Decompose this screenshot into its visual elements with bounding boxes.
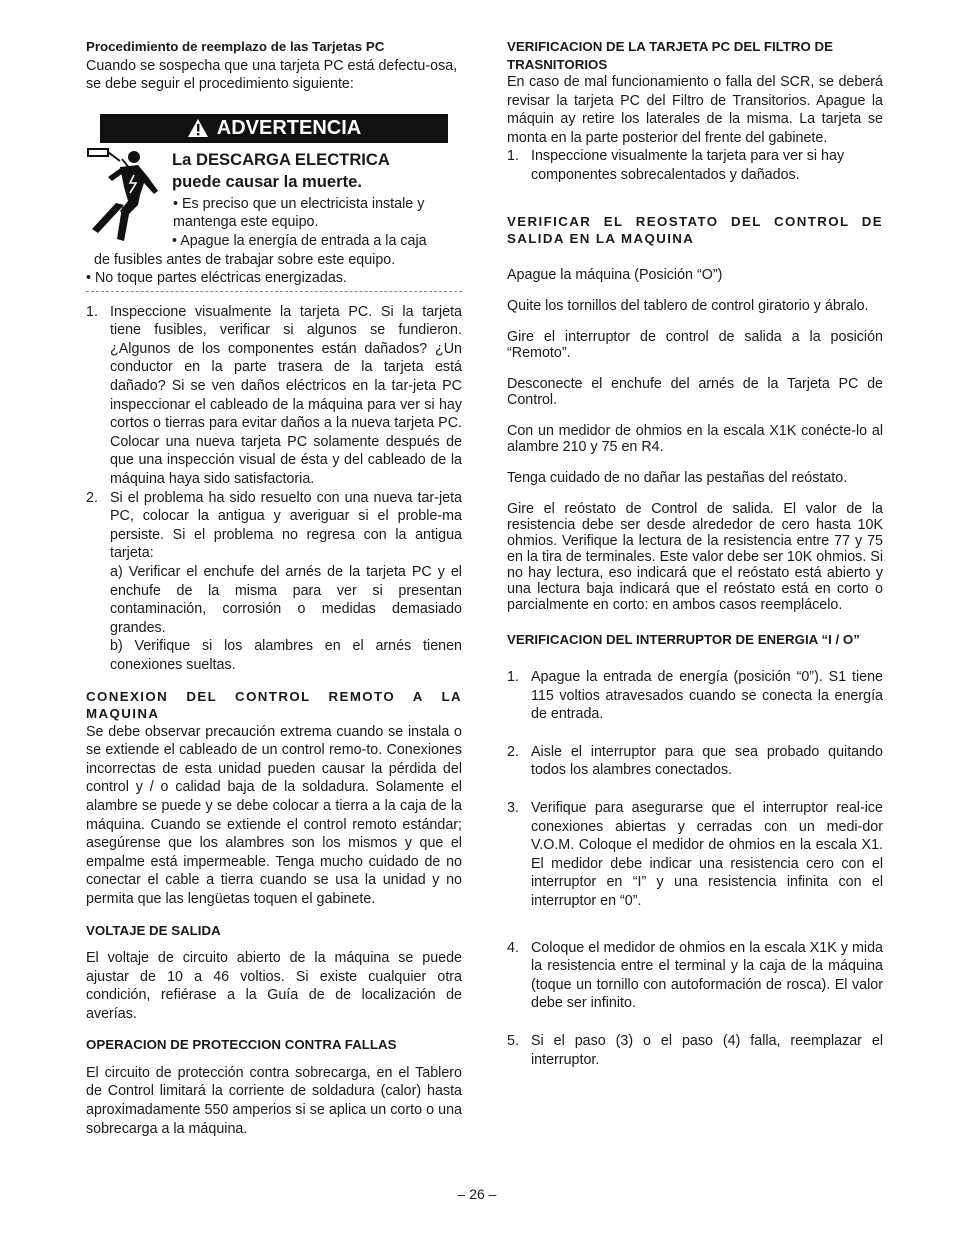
list-item: 1. Apague la entrada de energía (posición “0”). S1 tiene 115 voltios atravesados cuando se conecta la energía de entrada.: [507, 669, 883, 723]
rheostat-step: Gire el interruptor de control de salida a la posición “Remoto”.: [507, 328, 883, 361]
warning-bullet: • No toque partes eléctricas energizadas.: [86, 269, 347, 286]
filter-board-text: En caso de mal funcionamiento o falla del SCR, se deberá revisar la tarjeta PC del Filtro de Transitorios. Apague la máquin ay retire los laterales de la misma. La tarjeta se monta en la parte posterior del frente del gabinete.: [507, 74, 883, 146]
filter-board-heading: VERIFICACION DE LA TARJETA PC DEL FILTRO DE TRASNITORIOS: [507, 39, 834, 72]
rheostat-heading: VERIFICAR EL REOSTATO DEL CONTROL DE SALIDA EN LA MAQUINA: [507, 213, 883, 247]
rheostat-step: Apague la máquina (Posición “O”): [507, 266, 723, 283]
left-column: [86, 38, 462, 1138]
list-item: 2. Aisle el interruptor para que sea probado quitando todos los alambres conectados.: [507, 743, 883, 779]
warning-banner: [100, 114, 448, 143]
sub-item-a: a) Verificar el enchufe del arnés de la tarjeta PC y el enchufe de la misma para ver si presentan contaminación, corrosión o medidas demasiado grandes.: [110, 564, 462, 636]
pc-replacement-intro: Cuando se sospecha que una tarjeta PC está defectu-osa, se debe seguir el procedimiento siguiente:: [86, 57, 458, 93]
list-item: 1. Inspeccione visualmente la tarjeta para ver si hay componentes sobrecalentados y dañados.: [507, 148, 845, 183]
rheostat-step: Gire el reóstato de Control de salida. El valor de la resistencia debe ser desde alrededor de cero hasta 10K ohmios. Verifique la lectura de la resistencia entre 77 y 75 en la tira de terminales. Este valor debe ser 10K ohmios. Si no hay lectura, eso indicará que el reóstato está abierto y una lectura baja indicará que el reóstato está en corto o parcialmente en corto: en ambos casos reemplácelo.: [507, 500, 883, 613]
warning-bullet-continuation: de fusibles antes de trabajar sobre este equipo.: [94, 251, 396, 268]
list-item: 2. Si el problema ha sido resuelto con una nueva tar-jeta PC, colocar la antigua y averiguar si el proble-ma persiste. Si el problema no regresa con la antigua tarjeta: a) Verificar el enchufe del arnés de la tarjeta PC y el enchufe de la misma para ver si presentan contaminación, corrosión o medidas demasiado grandes. b) Verifique si los alambres en el arnés tienen conexiones sueltas.: [86, 489, 462, 673]
output-voltage-heading: VOLTAJE DE SALIDA: [86, 922, 221, 938]
rheostat-step: Desconecte el enchufe del arnés de la Tarjeta PC de Control.: [507, 375, 883, 408]
warning-body: [86, 143, 462, 285]
page-number: – 26 –: [457, 1186, 497, 1202]
right-column: [507, 38, 883, 1069]
pc-replacement-heading: Procedimiento de reemplazo de las Tarjetas PC: [86, 39, 385, 54]
warning-triangle-icon: [187, 118, 209, 138]
output-voltage-text: El voltaje de circuito abierto de la máquina se puede ajustar de 10 a 46 voltios. Si existe cualquier otra condición, refiérase a la Guía de de localización de averías.: [86, 950, 462, 1022]
electric-shock-icon: [86, 147, 168, 243]
list-item: 5. Si el paso (3) o el paso (4) falla, reemplazar el interruptor.: [507, 1032, 883, 1068]
fault-protection-heading: OPERACION DE PROTECCION CONTRA FALLAS: [86, 1037, 397, 1053]
fault-protection-text: El circuito de protección contra sobrecarga, en el Tablero de Control limitará la corriente de soldadura (calor) hasta aproximadamente 550 amperios si se aplica un corto o una sobrecarga a la máquina.: [86, 1064, 462, 1137]
warning-bullet: • Es preciso que un electricista instale y mantenga este equipo.: [173, 195, 425, 231]
sub-item-b: b) Verifique si los alambres en el arnés tienen conexiones sueltas.: [110, 638, 462, 673]
rheostat-step: Quite los tornillos del tablero de control giratorio y ábralo.: [507, 297, 869, 314]
warning-heading: La DESCARGA ELECTRICA puede causar la muerte.: [172, 149, 390, 191]
rheostat-step: Con un medidor de ohmios en la escala X1K conécte-lo al alambre 210 y 75 en R4.: [507, 422, 883, 455]
warning-bullet: • Apague la energía de entrada a la caja: [172, 232, 427, 249]
rheostat-step: Tenga cuidado de no dañar las pestañas del reóstato.: [507, 469, 848, 486]
remote-control-text: Se debe observar precaución extrema cuando se instala o se extiende el cableado de un control remo-to. Conexiones incorrectas de esta unidad pueden causar la pérdida del control y / o calidad baja de la soldadura. Solamente el alambre se puede y se debe colocar a tierra a la caja de la máquina. Cuando se extiende el control remoto estándar; asegúrense que los alambres son los mismos y que el empalme está impermeable. Tenga mucho cuidado de no conectar el cable a tierra cuando se usa la unidad y no permita que las lengüetas toquen el gabinete.: [86, 723, 462, 907]
list-item: 1. Inspeccione visualmente la tarjeta PC. Si la tarjeta tiene fusibles, verificar si algunos se fundieron. ¿Algunos de los componentes están dañados? ¿Un conductor en la parte trasera de la tarjeta está dañado? Si se ven daños eléctricos en la tar-jeta PC inspeccionar el cableado de la máquina para ver si hay cortos o tierras para evitar daños a la nueva tarjeta PC. Colocar una nueva tarjeta PC solamente después de que una inspección visual de ésta y del cableado de la máquina haya sido satisfactoria.: [86, 303, 462, 488]
list-item: 3. Verifique para asegurarse que el interruptor real-ice conexiones abiertas y cerradas con un medi-dor V.O.M. Coloque el medidor de ohmios en la escala X1. El medidor debe indicar una resistencia cero con el interruptor en “I” y una resistencia infinita con el interruptor en “0”.: [507, 800, 883, 909]
list-item: 4. Coloque el medidor de ohmios en la escala X1K y mida la resistencia entre el terminal y la caja de la máquina (toque un tornillo con autoformación de rosca). El valor debe ser infinito.: [507, 939, 883, 1012]
power-switch-heading: VERIFICACION DEL INTERRUPTOR DE ENERGIA “I / O”: [507, 631, 860, 647]
divider: [86, 291, 462, 292]
remote-control-heading: CONEXION DEL CONTROL REMOTO A LA MAQUINA: [86, 688, 462, 722]
warning-title: ADVERTENCIA: [216, 116, 362, 139]
